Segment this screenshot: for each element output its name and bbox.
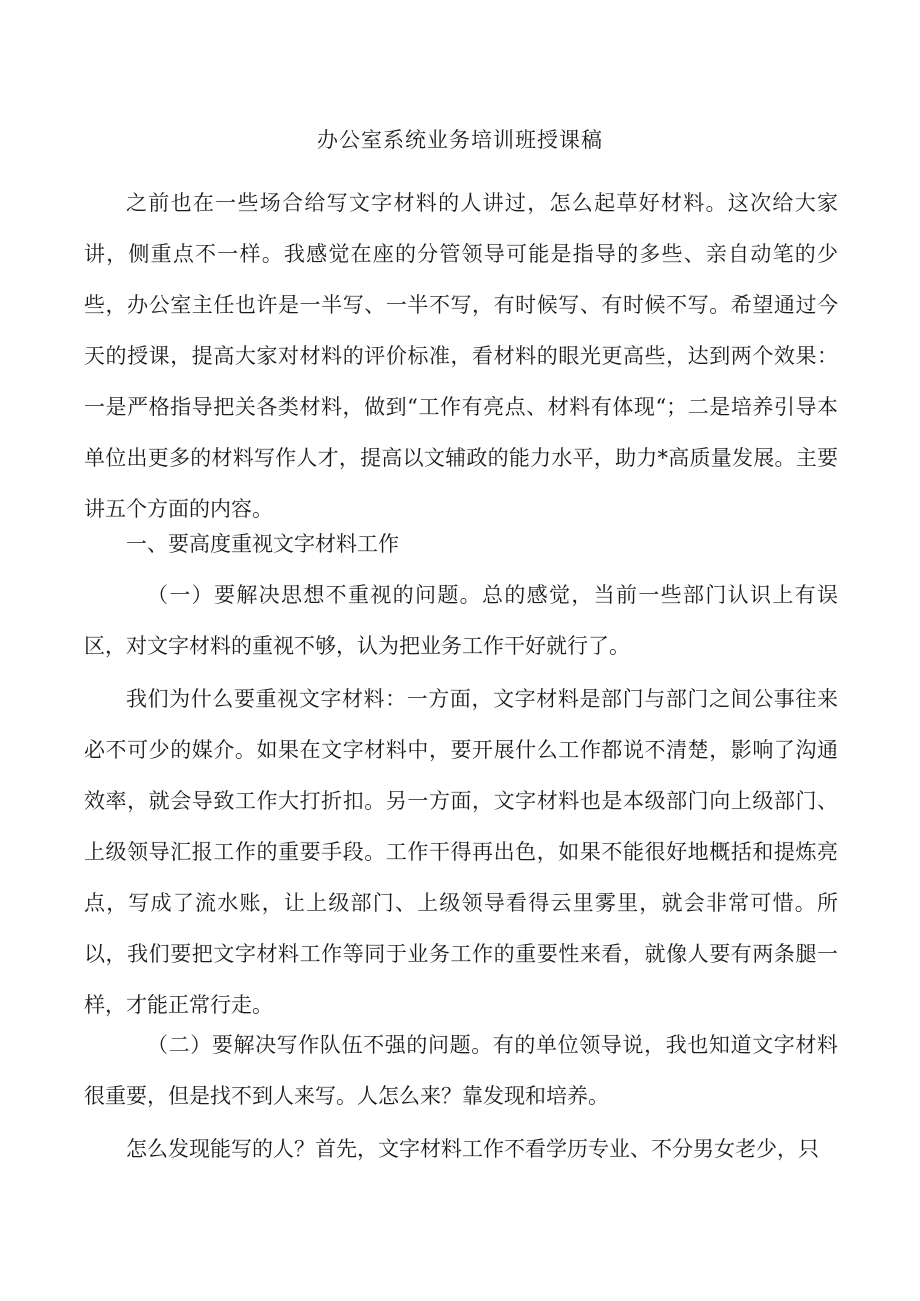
paragraph-subsection-1: （一）要解决思想不重视的问题。总的感觉，当前一些部门认识上有误区，对文字材料的重视不够，认为把业务工作干好就行了。 <box>84 583 838 658</box>
document-title: 办公室系统业务培训班授课稿 <box>317 128 603 152</box>
paragraph-subsection-2: （二）要解决写作队伍不强的问题。有的单位领导说，我也知道文字材料很重要，但是找不到人来写。人怎么来？靠发现和培养。 <box>84 1033 838 1108</box>
paragraph-how-to-find: 怎么发现能写的人？首先，文字材料工作不看学历专业、不分男女老少，只 <box>126 1137 819 1161</box>
paragraph-intro: 之前也在一些场合给写文字材料的人讲过，怎么起草好材料。这次给大家讲，侧重点不一样。我感觉在座的分管领导可能是指导的多些、亲自动笔的少些，办公室主任也许是一半写、一半不写，有时候写、有时候不写。希望通过今天的授课，提高大家对材料的评价标准，看材料的眼光更高些，达到两个效果：一是严格指导把关各类材料，做到“工作有亮点、材料有体现“；二是培养引导本单位出更多的材料写作人才，提高以文辅政的能力水平，助力*高质量发展。主要讲五个方面的内容。 <box>84 191 838 521</box>
paragraph-why-important: 我们为什么要重视文字材料：一方面，文字材料是部门与部门之间公事往来必不可少的媒介。如果在文字材料中，要开展什么工作都说不清楚，影响了沟通效率，就会导致工作大打折扣。另一方面，文字材料也是本级部门向上级部门、上级领导汇报工作的重要手段。工作干得再出色，如果不能很好地概括和提炼亮点，写成了流水账，让上级部门、上级领导看得云里雾里，就会非常可惜。所以，我们要把文字材料工作等同于业务工作的重要性来看，就像人要有两条腿一样，才能正常行走。 <box>84 687 838 1017</box>
section-heading-1: 一、要高度重视文字材料工作 <box>126 532 399 556</box>
